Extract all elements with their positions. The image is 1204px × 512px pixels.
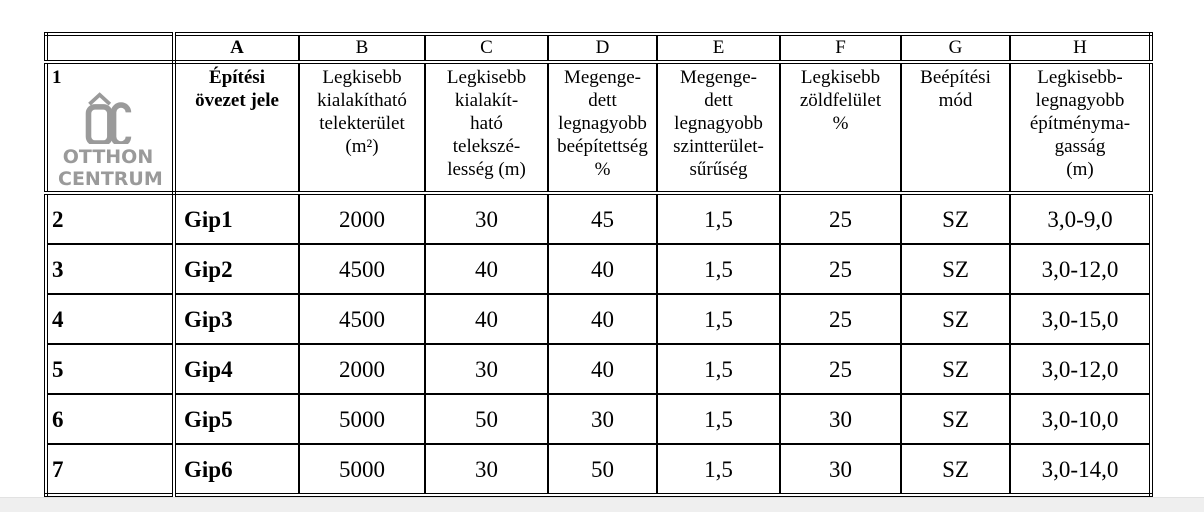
table-cell: 3,0-9,0	[1010, 193, 1151, 244]
header-line: (m)	[1066, 159, 1094, 180]
table-cell: 30	[425, 344, 548, 394]
header-line: építménymа-	[1029, 113, 1131, 134]
table-cell: 40	[425, 294, 548, 344]
table-cell: SZ	[901, 444, 1010, 495]
row-number: 7	[46, 444, 174, 495]
row-number: 2	[46, 193, 174, 244]
header-line: lesség (m)	[447, 159, 526, 180]
zoning-table	[44, 32, 1153, 497]
header-line: dett	[704, 90, 733, 111]
table-cell: 30	[780, 394, 901, 444]
header-line: %	[594, 159, 611, 180]
zone-code: Gip1	[174, 193, 299, 244]
header-line: sűrűség	[689, 159, 748, 180]
table-cell: 5000	[299, 394, 425, 444]
table-cell: 5000	[299, 444, 425, 495]
column-letter	[46, 34, 174, 62]
table-row	[46, 394, 1151, 444]
bottom-scroll-area	[0, 497, 1204, 512]
table-cell: 3,0-14,0	[1010, 444, 1151, 495]
table-cell: 3,0-12,0	[1010, 244, 1151, 294]
table-cell: 3,0-15,0	[1010, 294, 1151, 344]
table-cell: 3,0-10,0	[1010, 394, 1151, 444]
table-row	[46, 444, 1151, 495]
header-line: kialakítható	[317, 90, 407, 111]
table-cell: 4500	[299, 294, 425, 344]
header-cell	[425, 62, 548, 193]
table-cell: SZ	[901, 193, 1010, 244]
table-cell: 30	[548, 394, 657, 444]
header-line: gasság	[1054, 136, 1106, 157]
column-letter: A	[174, 34, 299, 62]
table-row	[46, 294, 1151, 344]
table-cell: 3,0-12,0	[1010, 344, 1151, 394]
table-cell: 30	[425, 193, 548, 244]
header-line: szintterület-	[673, 136, 764, 157]
table-cell: 2000	[299, 344, 425, 394]
header-line: Építési	[209, 67, 265, 88]
table-cell: 25	[780, 193, 901, 244]
header-row	[46, 62, 1151, 193]
table-cell: 50	[425, 394, 548, 444]
header-line: dett	[588, 90, 617, 111]
header-line: övezet jele	[195, 90, 279, 111]
table-cell: 40	[548, 244, 657, 294]
row-number: 3	[46, 244, 174, 294]
header-line: beépítettség	[557, 136, 648, 157]
table-cell: 1,5	[657, 394, 780, 444]
table-cell: 40	[548, 344, 657, 394]
header-line: kialakít-	[454, 90, 519, 111]
header-cell	[548, 62, 657, 193]
header-line: Legkisebb	[446, 67, 527, 88]
zone-code: Gip6	[174, 444, 299, 495]
column-letters-row	[46, 34, 1151, 62]
header-cell	[901, 62, 1010, 193]
header-cell	[174, 62, 299, 193]
zone-code: Gip5	[174, 394, 299, 444]
watermark-line2: CENTRUM	[58, 168, 163, 190]
table-cell: SZ	[901, 344, 1010, 394]
table-cell: 25	[780, 294, 901, 344]
column-letter: D	[548, 34, 657, 62]
table-cell: 25	[780, 344, 901, 394]
header-line: Megenge-	[563, 67, 642, 88]
table-cell: 1,5	[657, 193, 780, 244]
header-line: Legkisebb	[800, 67, 881, 88]
table-row	[46, 193, 1151, 244]
header-cell	[1010, 62, 1151, 193]
header-line: (m²)	[345, 136, 379, 157]
header-line: mód	[938, 90, 973, 111]
header-line: Beépítési	[920, 67, 991, 88]
table-cell: SZ	[901, 294, 1010, 344]
table-cell: 40	[425, 244, 548, 294]
zone-code: Gip2	[174, 244, 299, 294]
table-cell: 4500	[299, 244, 425, 294]
table-cell: 2000	[299, 193, 425, 244]
table-cell: 1,5	[657, 344, 780, 394]
table-row	[46, 344, 1151, 394]
column-letter: H	[1010, 34, 1151, 62]
header-line: Legkisebb	[322, 67, 402, 88]
header-line: ható	[470, 113, 503, 134]
header-cell	[780, 62, 901, 193]
row-number: 6	[46, 394, 174, 444]
header-line: zöldfelület	[799, 90, 882, 111]
table-cell: 50	[548, 444, 657, 495]
header-cell	[657, 62, 780, 193]
header-line: telekterület	[319, 113, 405, 134]
table-cell: 1,5	[657, 244, 780, 294]
row-number: 1	[46, 62, 174, 193]
column-letter: G	[901, 34, 1010, 62]
table-row	[46, 244, 1151, 294]
header-line: Megenge-	[679, 67, 758, 88]
table-cell: 30	[425, 444, 548, 495]
column-letter: B	[299, 34, 425, 62]
header-line: Legkisebb-	[1037, 67, 1123, 88]
column-letter: E	[657, 34, 780, 62]
column-letter: F	[780, 34, 901, 62]
zone-code: Gip3	[174, 294, 299, 344]
column-letter: C	[425, 34, 548, 62]
row-number: 5	[46, 344, 174, 394]
table-cell: 40	[548, 294, 657, 344]
table-cell: SZ	[901, 244, 1010, 294]
table-cell: 1,5	[657, 444, 780, 495]
table-cell: 1,5	[657, 294, 780, 344]
zone-code: Gip4	[174, 344, 299, 394]
header-cell	[299, 62, 425, 193]
header-line: telekszé-	[452, 136, 521, 157]
table-cell: SZ	[901, 394, 1010, 444]
header-line: legnagyobb	[674, 113, 763, 134]
watermark-line1: OTTHON	[62, 146, 154, 168]
row-number: 4	[46, 294, 174, 344]
table-cell: 30	[780, 444, 901, 495]
header-line: %	[832, 113, 849, 134]
header-line: legnagyobb	[1035, 90, 1125, 111]
table-cell: 25	[780, 244, 901, 294]
table-cell: 45	[548, 193, 657, 244]
header-line: legnagyobb	[558, 113, 647, 134]
